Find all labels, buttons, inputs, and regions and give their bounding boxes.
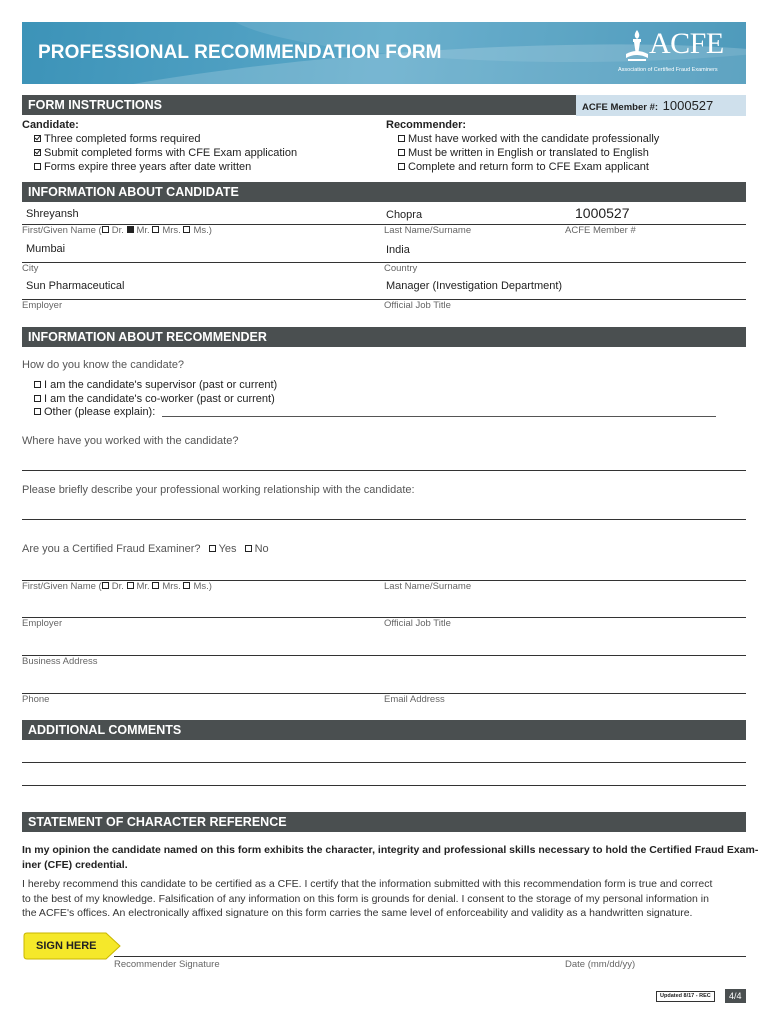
recommender-last-name-label: Last Name/Surname <box>384 581 472 592</box>
checkbox-icon[interactable] <box>398 163 405 170</box>
option-coworker[interactable]: I am the candidate's co-worker (past or current) <box>34 393 275 405</box>
last-name-label: Last Name/Surname <box>384 225 472 236</box>
member-number-label: ACFE Member #: <box>582 102 659 113</box>
date-label: Date (mm/dd/yy) <box>565 959 636 970</box>
member-label: ACFE Member # <box>565 225 636 236</box>
checkbox-icon[interactable] <box>34 135 41 142</box>
option-other[interactable]: Other (please explain): <box>34 406 155 418</box>
acfe-logo-subtitle: Association of Certified Fraud Examiners <box>618 67 718 73</box>
candidate-instruction-item: Three completed forms required <box>34 133 201 145</box>
country-label: Country <box>384 263 418 274</box>
checkbox-icon[interactable] <box>127 226 134 233</box>
city-label: City <box>22 263 39 274</box>
form-title: PROFESSIONAL RECOMMENDATION FORM <box>38 42 442 63</box>
candidate-city-value[interactable]: Mumbai <box>26 243 66 255</box>
question-know-candidate: How do you know the candidate? <box>22 359 185 371</box>
checkbox-icon[interactable] <box>102 226 109 233</box>
candidate-instruction-item: Submit completed forms with CFE Exam application <box>34 147 297 159</box>
signature-label: Recommender Signature <box>114 959 220 970</box>
employer-label: Employer <box>22 300 63 311</box>
checkbox-icon[interactable] <box>152 582 159 589</box>
updated-tag: Updated 8/17 - REC <box>656 991 715 1002</box>
section-character-reference: STATEMENT OF CHARACTER REFERENCE <box>22 812 746 832</box>
email-label: Email Address <box>384 694 445 705</box>
statement-bold: In my opinion the candidate named on this form exhibits the character, integrity and professional skills necessary to hold the Certified Fraud Exam- iner (CFE) credential. <box>22 844 759 871</box>
job-title-label: Official Job Title <box>384 300 451 311</box>
field-line[interactable] <box>22 655 746 656</box>
checkbox-icon[interactable] <box>34 163 41 170</box>
signature-line[interactable] <box>114 956 746 957</box>
checkbox-icon[interactable] <box>398 135 405 142</box>
sign-here-label: SIGN HERE <box>36 940 97 952</box>
statement-paragraph: I hereby recommend this candidate to be certified as a CFE. I certify that the information submitted with this recommendation form is true and correct to the best of my knowledge. Falsification of any information on this form is grounds for denial. I consent to the storage of my personal information in the ACFE's offices. An electronically affixed signature on this form carries the same level of enforceability and validity as a handwritten signature. <box>22 878 713 919</box>
answer-line-describe[interactable] <box>22 519 746 520</box>
business-address-label: Business Address <box>22 656 98 667</box>
option-supervisor[interactable]: I am the candidate's supervisor (past or current) <box>34 379 277 391</box>
candidate-job-title-value[interactable]: Manager (Investigation Department) <box>386 280 563 292</box>
checkbox-icon[interactable] <box>183 582 190 589</box>
comment-line[interactable] <box>22 762 746 763</box>
comment-line[interactable] <box>22 785 746 786</box>
question-cfe: Are you a Certified Fraud Examiner? Yes No <box>22 543 269 555</box>
checkbox-icon[interactable] <box>34 381 41 388</box>
checkbox-icon[interactable] <box>127 582 134 589</box>
checkbox-icon[interactable] <box>102 582 109 589</box>
candidate-employer-value[interactable]: Sun Pharmaceutical <box>26 280 125 292</box>
candidate-last-name-value[interactable]: Chopra <box>386 209 423 221</box>
checkbox-icon[interactable] <box>209 545 216 552</box>
acfe-logo-text: ACFE <box>649 27 724 60</box>
checkbox-icon[interactable] <box>183 226 190 233</box>
first-name-label: First/Given Name ( Dr. Mr. Mrs. Ms.) <box>22 225 212 236</box>
recommender-instruction-item: Complete and return form to CFE Exam applicant <box>398 161 649 173</box>
page-number: 4/4 <box>725 989 746 1003</box>
section-candidate: INFORMATION ABOUT CANDIDATE <box>22 182 746 202</box>
candidate-country-value[interactable]: India <box>386 244 410 256</box>
recommender-heading: Recommender: <box>386 119 467 131</box>
candidate-instruction-item: Forms expire three years after date written <box>34 161 251 173</box>
acfe-torch-logo-icon <box>622 28 652 64</box>
checkbox-icon[interactable] <box>34 149 41 156</box>
header-banner <box>22 22 746 84</box>
checkbox-icon[interactable] <box>34 395 41 402</box>
candidate-member-number-value[interactable]: 1000527 <box>575 205 630 221</box>
section-additional-comments: ADDITIONAL COMMENTS <box>22 720 746 740</box>
recommender-instruction-item: Must be written in English or translated to English <box>398 147 649 159</box>
recommender-employer-label: Employer <box>22 618 63 629</box>
member-number-value[interactable]: 1000527 <box>662 98 714 113</box>
section-form-instructions: FORM INSTRUCTIONS <box>22 95 578 115</box>
candidate-first-name-value[interactable]: Shreyansh <box>26 208 79 220</box>
recommender-instruction-item: Must have worked with the candidate professionally <box>398 133 659 145</box>
answer-line-where[interactable] <box>22 470 746 471</box>
candidate-heading: Candidate: <box>22 119 79 131</box>
checkbox-icon[interactable] <box>398 149 405 156</box>
recommender-job-title-label: Official Job Title <box>384 618 451 629</box>
checkbox-icon[interactable] <box>245 545 252 552</box>
section-recommender: INFORMATION ABOUT RECOMMENDER <box>22 327 746 347</box>
phone-label: Phone <box>22 694 50 705</box>
question-where-worked: Where have you worked with the candidate? <box>22 435 239 447</box>
checkbox-icon[interactable] <box>34 408 41 415</box>
question-describe-relationship: Please briefly describe your professional working relationship with the candidate: <box>22 484 415 496</box>
recommender-first-name-label: First/Given Name ( Dr. Mr. Mrs. Ms.) <box>22 581 212 592</box>
checkbox-icon[interactable] <box>152 226 159 233</box>
other-explain-line[interactable] <box>162 416 716 417</box>
member-number-box <box>576 95 746 116</box>
